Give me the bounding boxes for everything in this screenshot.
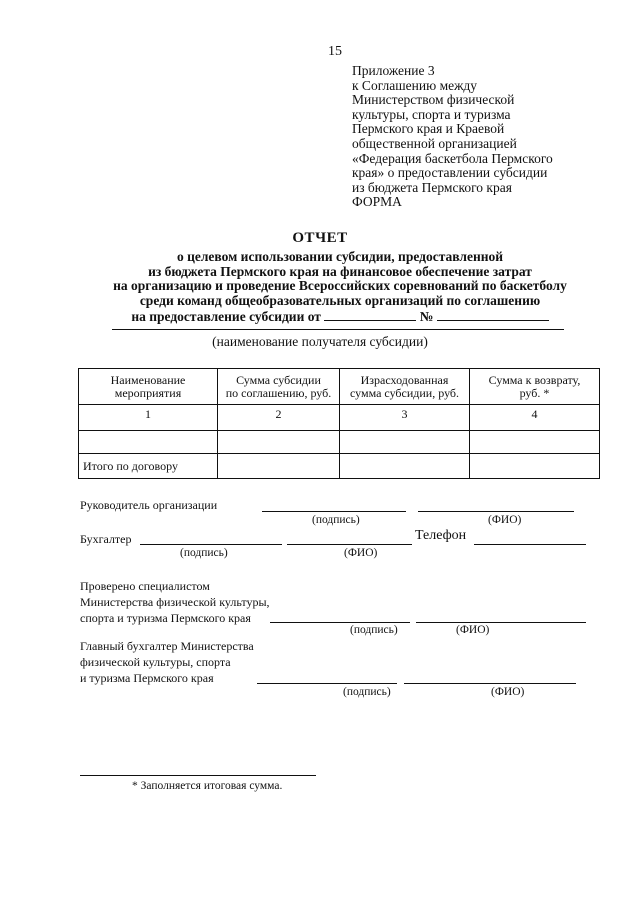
footnote: * Заполняется итоговая сумма. <box>132 780 283 792</box>
accountant-fio-field[interactable] <box>287 544 412 545</box>
accountant-signature-field[interactable] <box>140 544 282 545</box>
checked-block <box>80 578 270 626</box>
table-header-row <box>79 369 600 405</box>
report-table <box>78 368 600 479</box>
checked-line: спорта и туризма Пермского края <box>80 611 251 625</box>
table-cell[interactable] <box>470 454 600 479</box>
header-cell-event <box>79 369 218 405</box>
signature-caption: (подпись) <box>312 514 360 526</box>
appendix-line: из бюджета Пермского края <box>352 179 512 195</box>
appendix-line: общественной организацией <box>352 135 517 151</box>
checked-signature-field[interactable] <box>270 622 410 623</box>
checked-fio-field[interactable] <box>416 622 586 623</box>
chief-accountant-block <box>80 638 254 686</box>
header-text: Сумма к возврату, <box>488 372 581 387</box>
agreement-date-field[interactable] <box>324 308 416 321</box>
signature-caption: (подпись) <box>180 547 228 559</box>
header-text: Израсходованная <box>360 372 449 387</box>
signature-caption: (подпись) <box>343 686 391 698</box>
subtitle-agreement-prefix: на предоставление субсидии от <box>131 309 321 325</box>
chief-line: Главный бухгалтер Министерства <box>80 639 254 653</box>
checked-line: Проверено специалистом <box>80 579 210 593</box>
appendix-line: края» о предоставлении субсидии <box>352 165 548 181</box>
subtitle-line: среди команд общеобразовательных организаций по соглашению <box>139 292 541 308</box>
table-row <box>79 431 600 454</box>
phone-label: Телефон <box>415 528 467 543</box>
table-cell[interactable] <box>218 431 340 454</box>
subtitle-line: о целевом использовании субсидии, предоставленной <box>176 249 504 264</box>
total-label: Итого по договору <box>79 454 218 479</box>
appendix-line: Пермского края и Краевой <box>352 121 505 137</box>
recipient-name-field[interactable] <box>112 329 564 330</box>
phone-field[interactable] <box>474 544 586 545</box>
fio-caption: (ФИО) <box>456 624 490 636</box>
header-cell-return-amount <box>470 369 600 405</box>
chief-line: и туризма Пермского края <box>80 671 214 685</box>
column-number: 2 <box>218 405 340 431</box>
document-title: ОТЧЕТ <box>292 230 348 246</box>
appendix-line: Приложение 3 <box>352 63 435 78</box>
head-label: Руководитель организации <box>80 498 218 512</box>
chief-fio-field[interactable] <box>404 683 576 684</box>
chief-line: физической культуры, спорта <box>80 655 231 669</box>
document-subtitle <box>40 250 640 325</box>
table-cell[interactable] <box>340 431 470 454</box>
appendix-block <box>352 64 602 195</box>
fio-caption: (ФИО) <box>491 686 525 698</box>
header-text: руб. * <box>519 385 550 400</box>
column-number: 3 <box>340 405 470 431</box>
header-cell-spent-amount <box>340 369 470 405</box>
header-text: по соглашению, руб. <box>225 385 332 400</box>
appendix-line: «Федерация баскетбола Пермского <box>352 150 553 166</box>
agreement-number-field[interactable] <box>437 308 549 321</box>
number-sign: № <box>419 309 434 325</box>
header-text: сумма субсидии, руб. <box>349 385 460 400</box>
fio-caption: (ФИО) <box>488 514 522 526</box>
appendix-line: Министерством физической <box>352 92 515 108</box>
subtitle-last-line <box>40 308 640 325</box>
recipient-caption: (наименование получателя субсидии) <box>212 334 428 349</box>
header-text: Наименование <box>110 372 186 387</box>
appendix-line: к Соглашению между <box>352 77 478 93</box>
header-text: Сумма субсидии <box>236 372 321 387</box>
table-cell[interactable] <box>470 431 600 454</box>
accountant-label: Бухгалтер <box>80 532 132 546</box>
head-fio-field[interactable] <box>418 511 574 512</box>
table-cell[interactable] <box>79 431 218 454</box>
table-number-row <box>79 405 600 431</box>
table-cell[interactable] <box>218 454 340 479</box>
header-cell-subsidy-amount <box>218 369 340 405</box>
head-signature-field[interactable] <box>262 511 406 512</box>
header-text: мероприятия <box>114 385 182 400</box>
table-cell[interactable] <box>340 454 470 479</box>
forma-label: ФОРМА <box>352 194 402 209</box>
column-number: 4 <box>470 405 600 431</box>
footnote-divider <box>80 775 316 776</box>
subtitle-line: на организацию и проведение Всероссийских соревнований по баскетболу <box>113 278 567 294</box>
chief-signature-field[interactable] <box>257 683 397 684</box>
page-number: 15 <box>328 44 342 59</box>
checked-line: Министерства физической культуры, <box>80 595 270 609</box>
subtitle-line: из бюджета Пермского края на финансовое обеспечение затрат <box>148 263 532 279</box>
appendix-line: культуры, спорта и туризма <box>352 106 511 122</box>
signature-caption: (подпись) <box>350 624 398 636</box>
table-total-row <box>79 454 600 479</box>
column-number: 1 <box>79 405 218 431</box>
fio-caption: (ФИО) <box>344 547 378 559</box>
